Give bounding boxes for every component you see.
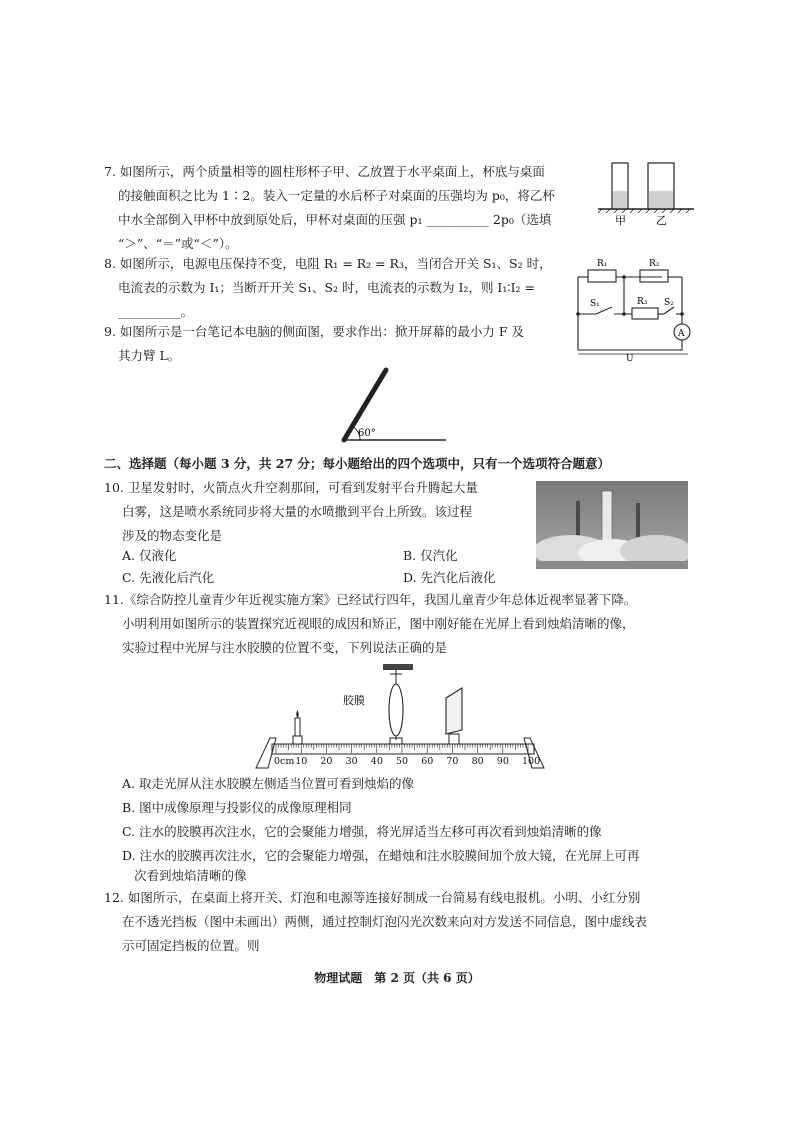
tick-label: 100	[522, 756, 541, 767]
q9-line-1: 9. 如图所示是一台笔记本电脑的侧面图，要求作出：掀开屏幕的最小力 F 及	[104, 324, 525, 339]
switch-s2	[664, 307, 674, 314]
q9-laptop-figure	[330, 362, 454, 452]
q7-line-3: 中水全部倒入甲杯中放到原处后，甲杯对桌面的压强 p₁ __________ 2p₀（选填	[118, 212, 552, 227]
label-ammeter: A	[678, 329, 685, 339]
label-voltage: U	[626, 354, 634, 362]
q11-option-d: D. 注水的胶膜再次注水，它的会聚能力增强，在蜡烛和注水胶膜间加个放大镜，在光屏上可再	[122, 848, 640, 863]
tick-label: 50	[396, 756, 409, 767]
light-screen	[446, 688, 462, 734]
tick-label: 70	[446, 756, 459, 767]
q7-line-4: “＞”、“＝”或“＜”）。	[118, 236, 238, 251]
page-footer: 物理试题 第 2 页（共 6 页）	[314, 971, 480, 985]
resistor-r2	[640, 270, 668, 282]
tick-label: 20	[320, 756, 333, 767]
resistor-r3	[632, 308, 658, 319]
tick-label: 80	[471, 756, 484, 767]
q10-option-d: D. 先汽化后液化	[403, 570, 496, 585]
q10-line-3: 涉及的物态变化是	[122, 528, 223, 543]
q11-option-a: A. 取走光屏从注水胶膜左侧适当位置可看到烛焰的像	[122, 776, 414, 791]
label-membrane: 胶膜	[343, 694, 365, 707]
q10-line-1: 10. 卫星发射时，火箭点火升空刹那间，可看到发射平台升腾起大量	[104, 480, 478, 495]
q11-optical-bench-figure	[250, 658, 550, 772]
q7-line-1: 7. 如图所示，两个质量相等的圆柱形杯子甲、乙放置于水平桌面上，杯底与桌面	[104, 164, 545, 179]
q11-line-1: 11.《综合防控儿童青少年近视实施方案》已经试行四年，我国儿童青少年总体近视率显著下降。	[104, 592, 637, 607]
syringe	[383, 664, 413, 670]
q11-option-b: B. 图中成像原理与投影仪的成像原理相同	[122, 800, 352, 815]
section-2-heading: 二、选择题（每小题 3 分，共 27 分；每小题给出的四个选项中，只有一个选项符合题意）	[104, 456, 611, 471]
q7-line-2: 的接触面积之比为 1∶2。装入一定量的水后杯子对桌面的压强均为 p₀，将乙杯	[118, 188, 555, 203]
q10-line-2: 白雾，这是喷水系统同步将大量的水喷撒到平台上所致。该过程	[122, 504, 473, 519]
tick-label: 10	[295, 756, 308, 767]
label-r1: R₁	[597, 259, 608, 269]
q8-line-3: __________。	[118, 304, 194, 319]
q8-line-1: 8. 如图所示，电源电压保持不变，电阻 R₁ = R₂ = R₃，当闭合开关 S₁、S₂ 时，	[104, 256, 552, 271]
angle-label: 60°	[358, 428, 376, 439]
candle	[295, 718, 300, 736]
q10-option-c: C. 先液化后汽化	[122, 570, 215, 585]
label-jia: 甲	[615, 214, 626, 227]
ruler-tick-labels	[274, 756, 540, 767]
label-r3: R₃	[637, 297, 648, 307]
photo-ground	[536, 561, 688, 569]
q11-option-d-cont: 次看到烛焰清晰的像	[134, 868, 247, 883]
water-membrane-lens	[389, 684, 403, 736]
q12-line-1: 12. 如图所示，在桌面上将开关、灯泡和电源等连接好制成一台简易有线电报机。小明、小红分别	[104, 890, 641, 905]
label-s2: S₂	[664, 298, 674, 308]
tick-label: 0cm	[274, 756, 295, 767]
label-s1: S₁	[590, 299, 600, 309]
q7-cups-figure	[594, 155, 700, 227]
q10-option-a: A. 仅液化	[122, 548, 177, 563]
label-r2: R₂	[649, 259, 660, 269]
tick-label: 40	[370, 756, 383, 767]
q10-option-b: B. 仅汽化	[403, 548, 458, 563]
q11-option-c: C. 注水的胶膜再次注水，它的会聚能力增强，将光屏适当左移可再次看到烛焰清晰的像	[122, 824, 602, 839]
q11-line-3: 实验过程中光屏与注水胶膜的位置不变，下列说法正确的是	[122, 640, 448, 655]
q12-line-3: 示可固定挡板的位置。则	[122, 938, 260, 953]
rocket-launch-photo	[536, 481, 688, 569]
rocket	[602, 491, 612, 541]
q9-line-2: 其力臂 L。	[118, 348, 181, 363]
tick-label: 90	[496, 756, 509, 767]
candle-flame	[296, 710, 299, 718]
cup-jia-water	[613, 191, 627, 208]
tick-label: 60	[421, 756, 434, 767]
resistor-r1	[588, 270, 616, 282]
q8-line-2: 电流表的示数为 I₁；当断开开关 S₁、S₂ 时，电流表的示数为 I₂，则 I₁∶I₂ =	[118, 280, 536, 295]
q12-line-2: 在不透光挡板（图中未画出）两侧，通过控制灯泡闪光次数来向对方发送不同信息，图中虚线表	[122, 914, 648, 929]
label-yi: 乙	[656, 214, 667, 227]
cup-yi-water	[649, 191, 673, 208]
q8-circuit-figure	[570, 252, 696, 362]
q11-line-2: 小明利用如图所示的装置探究近视眼的成因和矫正，图中刚好能在光屏上看到烛焰清晰的像，	[122, 616, 635, 631]
tick-label: 30	[345, 756, 358, 767]
